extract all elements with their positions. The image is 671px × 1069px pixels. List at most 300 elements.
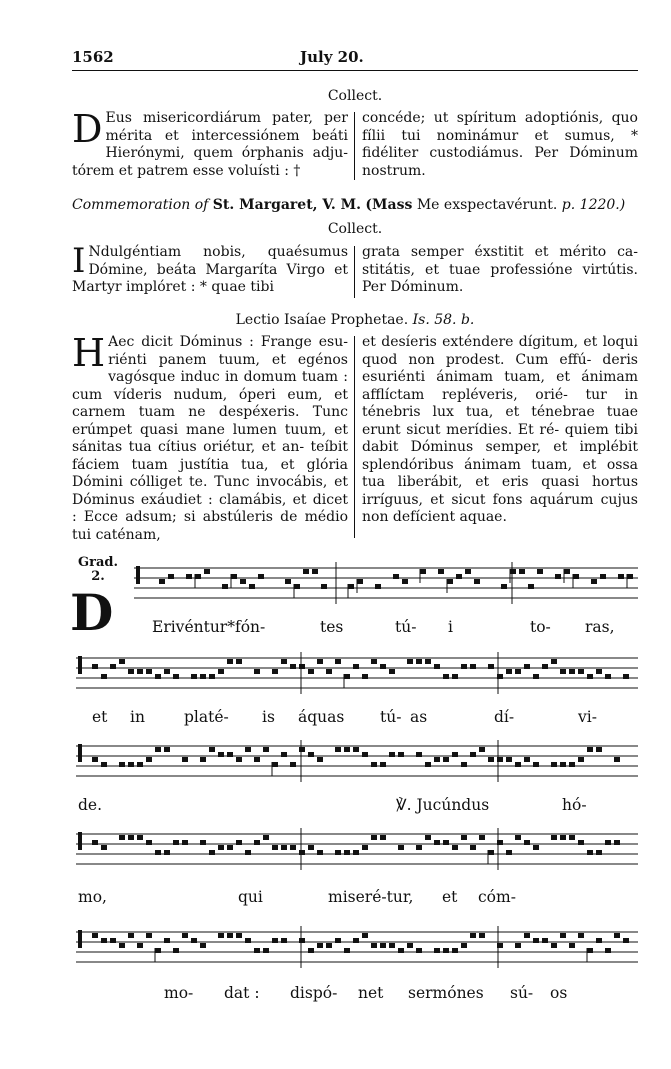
lesson-title: Lectio Isaíae Prophetae. [235,312,409,328]
neume [110,664,116,669]
neume [416,752,422,757]
neume [614,933,620,938]
neume [519,569,525,574]
lyric-syllable: i [448,618,453,636]
neume [380,762,386,767]
neume [371,762,377,767]
collect-text-left: Eus misericordiárum pater, per mérita et intercessiónem beáti Hierónymi, quem órphanis adju- tórem et patrem esse voluísti : † [72,110,348,179]
lyric-syllable: miseré-tur, [328,888,414,906]
music-staff-3 [72,738,638,788]
neume [119,659,125,664]
neume [587,674,593,679]
neume [200,943,206,948]
neume [416,845,422,850]
neume [263,948,269,953]
neume [515,669,521,674]
neume [227,845,233,850]
neume [299,938,305,943]
neume [227,659,233,664]
lyric-syllable: dispó- [290,984,338,1002]
neume [371,659,377,664]
neume [470,664,476,669]
neume [380,943,386,948]
neume [618,574,624,579]
neume [380,835,386,840]
neume [479,747,485,752]
lyric-syllable: mo, [78,888,107,906]
neume [479,835,485,840]
neume [596,938,602,943]
neume [416,659,422,664]
neume [272,762,278,767]
neume [555,574,561,579]
neume [344,850,350,855]
commemoration-mass-text: Me exspectavérunt. [416,197,558,213]
dropcap: I [72,241,86,281]
neume [317,757,323,762]
clef [78,656,82,674]
neume [474,579,480,584]
neume [128,762,134,767]
neume [425,762,431,767]
neume [362,845,368,850]
neume [308,948,314,953]
neume [605,840,611,845]
neume [348,584,354,589]
neume [578,933,584,938]
lyric-syllable: hó- [562,796,587,814]
neume [488,757,494,762]
neume [137,835,143,840]
neume [461,943,467,948]
neume [447,579,453,584]
neume [254,948,260,953]
lyric-syllable: is [262,708,275,726]
lyric-syllable: mo- [164,984,194,1002]
neume [191,674,197,679]
neume [375,584,381,589]
neume [524,933,530,938]
neume [501,584,507,589]
neume [101,762,107,767]
neume [245,850,251,855]
neume [245,938,251,943]
music-staff-4 [72,826,638,876]
neume [344,674,350,679]
neume [164,938,170,943]
lyric-syllable: to- [530,618,551,636]
neume [299,850,305,855]
neume [119,943,125,948]
neume [303,569,309,574]
neume [353,747,359,752]
neume [569,943,575,948]
neume [222,584,228,589]
neume [182,840,188,845]
neume [200,840,206,845]
neume [551,762,557,767]
neume [353,850,359,855]
page-date: July 20. [300,48,364,66]
neume [281,659,287,664]
collect-heading: Collect. [327,88,383,104]
collect-right-column [362,110,638,180]
neume [272,669,278,674]
neume [587,948,593,953]
lyric-syllable: os [550,984,568,1002]
neume [317,659,323,664]
neume [398,948,404,953]
header-rule [72,70,638,71]
neume [623,674,629,679]
neume [533,762,539,767]
neume [164,850,170,855]
lyric-syllable: et [92,708,108,726]
neume [470,752,476,757]
neume [92,664,98,669]
lesson-text-left: Aec dicit Dóminus : Frange esu- riénti panem tuum, et egénos vagósque induc in domum tuam : cum víderis nudum, óperi eum, et carnem tuam ne despéxeris. Tunc erúmpet quasi mane lumen tuum, et sánitas tua cítius oriétur, et an- teíbit fáciem tuam justítia tua, et glória Dómini cólliget te. Tunc invocábis, et Dóminus exáudiet : clamábis, et dicet : Ecce adsum; si abstúleris de médio tui caténam, [72,334,348,543]
neume [182,757,188,762]
commemoration-saint: St. Margaret, V. M. [212,197,361,213]
neume [146,840,152,845]
neume [357,579,363,584]
neume [335,850,341,855]
neume [209,850,215,855]
neume [443,840,449,845]
neume [128,933,134,938]
neume [231,574,237,579]
neume [398,845,404,850]
neume [272,938,278,943]
neume [596,850,602,855]
neume [614,757,620,762]
neume [627,574,633,579]
neume [569,669,575,674]
neume [506,669,512,674]
column-divider [354,112,355,180]
neume [312,569,318,574]
neume [146,669,152,674]
neume [461,835,467,840]
neume [542,938,548,943]
neume [285,579,291,584]
neume [434,948,440,953]
neume [551,943,557,948]
neume [294,584,300,589]
neume [119,835,125,840]
neume [506,850,512,855]
neume [101,845,107,850]
neume [578,669,584,674]
neume [258,574,264,579]
neume [227,752,233,757]
neume [407,659,413,664]
neume [506,757,512,762]
neume [434,757,440,762]
neume [416,948,422,953]
gradual-mode: 2. [91,569,105,584]
neume [308,752,314,757]
neume [434,840,440,845]
neume [551,835,557,840]
lyric-syllable: cóm- [478,888,516,906]
neume [168,574,174,579]
neume [317,943,323,948]
neume [479,933,485,938]
neume [560,835,566,840]
neume [371,835,377,840]
neume [263,835,269,840]
neume [533,845,539,850]
neume [290,762,296,767]
commemoration-line [72,197,638,213]
neume [101,938,107,943]
neume [173,840,179,845]
neume [443,948,449,953]
neume [335,938,341,943]
neume [353,938,359,943]
neume [398,752,404,757]
commemoration-prefix: Commemoration of [72,197,209,213]
neume [596,747,602,752]
neume [173,948,179,953]
dropcap: D [72,107,103,151]
neume [402,579,408,584]
neume [573,574,579,579]
neume [560,933,566,938]
neume [290,664,296,669]
neume [335,659,341,664]
neume [569,762,575,767]
lyric-syllable: áquas [298,708,345,726]
neume [524,664,530,669]
dropcap: H [72,331,106,375]
neume [465,569,471,574]
neume [528,584,534,589]
neume [542,664,548,669]
neume [551,659,557,664]
neume [371,943,377,948]
neume [236,757,242,762]
neume [587,747,593,752]
neume [164,669,170,674]
lyric-syllable: et [442,888,458,906]
neume [524,757,530,762]
neume [146,757,152,762]
neume [362,752,368,757]
neume [245,747,251,752]
lesson-heading [72,312,638,328]
lesson-left-column [72,331,348,544]
column-divider [354,246,355,298]
clef [78,832,82,850]
neume [218,669,224,674]
neume [434,664,440,669]
lyric-syllable: tú- [395,618,417,636]
clef [78,744,82,762]
neume [155,948,161,953]
neume [326,943,332,948]
neume [515,762,521,767]
neume [137,762,143,767]
neume [488,850,494,855]
neume [533,938,539,943]
collect2-left-column [72,241,348,297]
neume [380,664,386,669]
neume [101,674,107,679]
neume [326,669,332,674]
neume [155,674,161,679]
neume [299,747,305,752]
neume [218,752,224,757]
neume [393,574,399,579]
neume [119,762,125,767]
neume [425,659,431,664]
neume [600,574,606,579]
neume [281,938,287,943]
neume [263,747,269,752]
neume [452,845,458,850]
neume [159,579,165,584]
neume [110,938,116,943]
neume [317,850,323,855]
lyric-syllable: ras, [585,618,615,636]
lyric-syllable: ℣. Jucúndus [396,796,490,814]
neume [254,840,260,845]
music-staff-2 [72,650,638,700]
neume [438,569,444,574]
neume [92,757,98,762]
neume [510,569,516,574]
neume [452,948,458,953]
music-staff-1 [72,560,638,610]
neume [389,752,395,757]
neume [591,579,597,584]
collect-heading-2: Collect. [327,221,383,237]
neume [128,669,134,674]
neume [362,674,368,679]
neume [335,747,341,752]
neume [137,669,143,674]
gradual-label-text: Grad. [78,555,118,570]
neume [218,845,224,850]
neume [407,943,413,948]
neume [173,674,179,679]
commemoration-page-ref: p. 1220.) [561,197,626,213]
neume [470,933,476,938]
neume [420,569,426,574]
commemoration-mass-label: (Mass [365,197,413,213]
neume [299,664,305,669]
neume [272,845,278,850]
neume [578,757,584,762]
neume [470,845,476,850]
neume [344,747,350,752]
lyric-syllable: de. [78,796,103,814]
neume [137,943,143,948]
neume [515,943,521,948]
neume [564,569,570,574]
neume [227,933,233,938]
lesson-reference: Is. 58. b. [412,312,475,328]
neume [425,835,431,840]
neume [533,674,539,679]
neume [128,835,134,840]
neume [456,574,462,579]
neume [344,948,350,953]
lyric-syllable: qui [238,888,263,906]
page-number: 1562 [72,48,114,66]
neume [155,850,161,855]
neume [461,664,467,669]
neume [186,574,192,579]
neume [146,933,152,938]
neume [560,762,566,767]
clef [78,930,82,948]
neume [578,840,584,845]
neume [209,674,215,679]
neume [92,933,98,938]
neume [281,752,287,757]
collect-left-column [72,107,348,180]
lyric-syllable: sermónes [408,984,484,1002]
neume [605,948,611,953]
neume [587,850,593,855]
neume [236,933,242,938]
lyric-syllable: Erivéntur*fón- [152,618,266,636]
neume [443,757,449,762]
collect2-text-right: grata semper éxstitit et mérito ca- stitátis, et tuae professióne virtútis. Per Dóminum. [362,244,638,295]
neume [236,659,242,664]
neume [195,574,201,579]
neume [308,845,314,850]
neume [200,757,206,762]
collect2-text-left: Ndulgéntiam nobis, quaésumus Dómine, beáta Margaríta Virgo et Martyr implóret : * quae tibi [72,244,348,295]
lyric-syllable: in [130,708,145,726]
gradual-initial: D [70,583,114,642]
lyric-syllable: as [410,708,428,726]
neume [389,943,395,948]
music-staff-5 [72,924,638,974]
neume [452,674,458,679]
neume [200,674,206,679]
collect2-right-column [362,244,638,297]
neume [240,579,246,584]
neume [204,569,210,574]
neume [308,669,314,674]
neume [182,933,188,938]
neume [164,747,170,752]
neume [191,938,197,943]
neume [281,845,287,850]
column-divider [354,336,355,538]
lyric-syllable: platé- [184,708,229,726]
neume [524,840,530,845]
neume [515,835,521,840]
neume [488,664,494,669]
neume [461,762,467,767]
neume [389,669,395,674]
neume [569,835,575,840]
neume [254,757,260,762]
neume [560,669,566,674]
lyric-syllable: tú- [380,708,402,726]
lyric-syllable: vi- [578,708,597,726]
neume [537,569,543,574]
lesson-text-right: et desíeris exténdere dígitum, et loqui quod non prodest. Cum effú- deris esuriénti ánimam tuam, et ánimam afflíctam repléveris, orié- tur in ténebris lux tua, et ténebrae tuae erunt sicut merídies. Et ré- quiem tibi dabit Dóminus semper, et implébit splendóribus ánimam tuam, et ossa tua liberábit, et eris quasi hortus irríguus, et sicut fons aquárum cujus non defícient aquae. [362,334,638,525]
collect-text-right: concéde; ut spíritum adoptiónis, quo fílii tui nominámur et sumus, * fidéliter custodiámus. Per Dóminum nostrum. [362,110,638,179]
neume [353,664,359,669]
